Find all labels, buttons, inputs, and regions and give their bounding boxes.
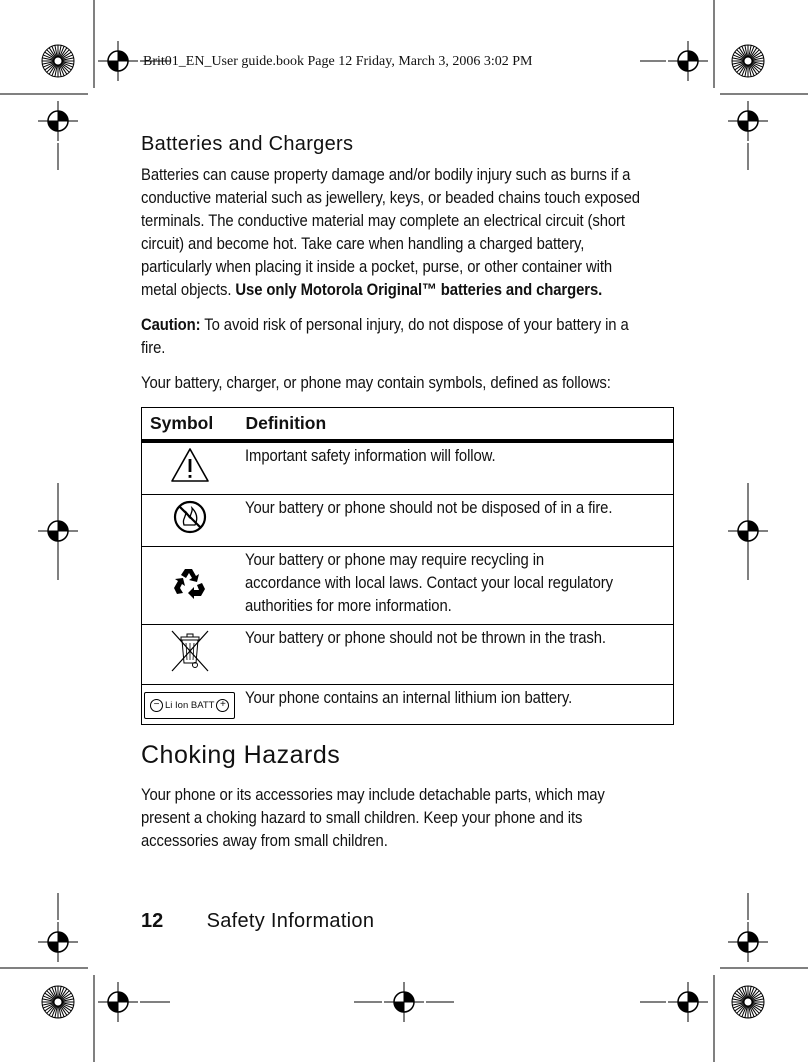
section-title-choking: Choking Hazards <box>141 741 341 769</box>
symbol-definition-table <box>141 407 674 725</box>
symbol-cell <box>142 441 238 495</box>
warning-triangle-icon <box>170 447 210 483</box>
caution-text: To avoid risk of personal injury, do not dispose of your battery in a fire. <box>141 316 629 357</box>
plus-icon: + <box>216 699 229 712</box>
footer-section-title: Safety Information <box>206 910 375 932</box>
table-row <box>142 685 674 725</box>
li-ion-battery-icon <box>144 692 235 719</box>
minus-icon: − <box>150 699 163 712</box>
caution-label: Caution: <box>141 316 201 334</box>
table-row <box>142 625 674 685</box>
batteries-paragraph-text: Batteries can cause property damage and/or bodily injury such as burns if a conductive material such as jewellery, keys, or beaded chains touch exposed terminals. The conductive material may complete an electrical circuit (short circuit) and become hot. Take care when handling a charged battery, particularly when placing it inside a pocket, purse, or other container with metal objects. <box>141 166 640 299</box>
definition-cell: Your battery or phone may require recycling in accordance with local laws. Contact your local regulatory authorities for more information. <box>237 547 674 625</box>
table-header-row <box>142 408 674 442</box>
crossed-bin-icon <box>168 629 212 673</box>
batteries-paragraph <box>141 164 647 302</box>
print-header-file-line: Brit01_EN_User guide.book Page 12 Friday, March 3, 2006 3:02 PM <box>143 54 533 69</box>
symbols-intro: Your battery, charger, or phone may contain symbols, defined as follows: <box>141 374 611 392</box>
page-content <box>141 133 651 865</box>
header-definition: Definition <box>237 408 674 442</box>
definition-cell: Your phone contains an internal lithium ion battery. <box>237 685 674 725</box>
caution-paragraph <box>141 314 647 360</box>
recycle-icon <box>172 565 208 599</box>
definition-cell: Your battery or phone should not be thrown in the trash. <box>237 625 674 685</box>
symbol-cell <box>142 625 238 685</box>
table-row <box>142 441 674 495</box>
symbol-cell <box>142 547 238 625</box>
batteries-paragraph-bold: Use only Motorola Original™ batteries and chargers. <box>235 281 603 299</box>
page-number: 12 <box>141 910 164 932</box>
no-fire-icon <box>172 499 208 535</box>
page-footer <box>141 910 374 933</box>
header-symbol: Symbol <box>142 408 238 442</box>
choking-paragraph: Your phone or its accessories may include detachable parts, which may present a choking hazard to small children. Keep your phone and its accessories away from small children. <box>141 786 605 850</box>
definition-cell: Important safety information will follow. <box>237 441 674 495</box>
table-row <box>142 547 674 625</box>
section-title-batteries: Batteries and Chargers <box>141 133 354 155</box>
definition-cell: Your battery or phone should not be disposed of in a fire. <box>237 495 674 547</box>
li-ion-battery-label: Li Ion BATT <box>165 699 215 711</box>
symbol-cell <box>142 685 238 725</box>
table-row <box>142 495 674 547</box>
symbol-cell <box>142 495 238 547</box>
